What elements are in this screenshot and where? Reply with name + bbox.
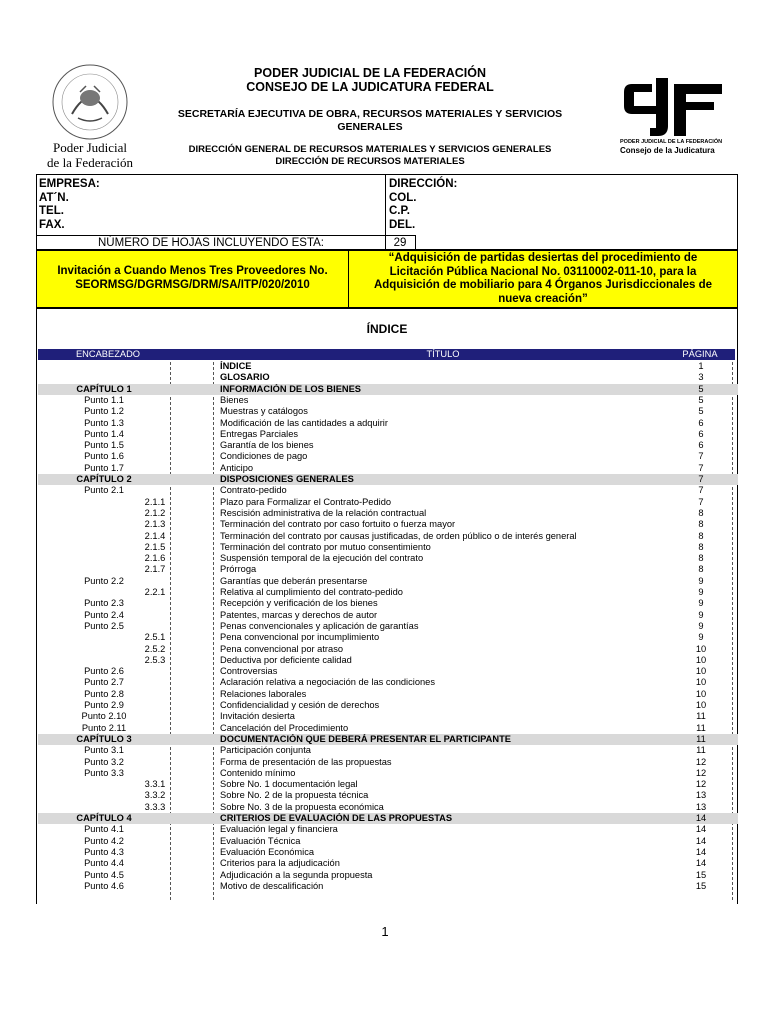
row-heading: Punto 2.6 — [84, 666, 124, 677]
index-row — [38, 644, 738, 655]
index-row — [38, 734, 738, 745]
del-label: DEL. — [389, 218, 416, 231]
row-title: Bienes — [220, 394, 249, 405]
row-heading: Punto 1.4 — [84, 428, 124, 439]
title-cjf: CONSEJO DE LA JUDICATURA FEDERAL — [246, 80, 494, 94]
index-row — [38, 531, 738, 542]
index-row — [38, 519, 738, 530]
index-row — [38, 824, 738, 835]
row-title: Forma de presentación de las propuestas — [220, 756, 392, 767]
row-page: 13 — [695, 790, 707, 801]
index-row — [38, 485, 738, 496]
index-row — [38, 384, 738, 395]
index-row — [38, 802, 738, 813]
row-heading: Punto 4.6 — [84, 880, 124, 891]
index-row — [38, 768, 738, 779]
index-row — [38, 779, 738, 790]
row-title: Evaluación Económica — [220, 846, 315, 857]
index-row — [38, 463, 738, 474]
row-title: Contenido mínimo — [220, 767, 296, 778]
row-page: 9 — [698, 587, 704, 597]
row-heading: CAPÍTULO 4 — [76, 813, 132, 823]
row-subpoint: 2.5.3 — [144, 654, 166, 665]
index-row — [38, 700, 738, 711]
row-heading: Punto 2.9 — [84, 700, 124, 710]
row-page: 5 — [698, 406, 704, 417]
row-title: Deductiva por deficiente calidad — [220, 654, 352, 665]
row-title: Relativa al cumplimiento del contrato-pedido — [220, 587, 403, 597]
row-subpoint: 3.3.1 — [144, 779, 166, 790]
row-title: Anticipo — [220, 462, 254, 473]
row-subpoint: 2.2.1 — [144, 587, 166, 597]
row-subpoint: 3.3.2 — [144, 790, 166, 801]
row-title: Sobre No. 1 documentación legal — [220, 779, 358, 790]
row-title: Recepción y verificación de los bienes — [220, 598, 378, 609]
seal-logo — [40, 62, 140, 142]
col-label: COL. — [389, 191, 417, 204]
index-row — [38, 508, 738, 519]
contact-box — [36, 174, 738, 250]
col-titulo: TÍTULO — [426, 349, 460, 359]
row-heading: CAPÍTULO 2 — [76, 474, 132, 484]
row-title: Controversias — [220, 666, 278, 677]
row-heading: Punto 2.11 — [81, 722, 127, 733]
row-title: Aclaración relativa a negociación de las condiciones — [220, 677, 435, 688]
row-heading: Punto 3.3 — [84, 767, 124, 778]
row-page: 10 — [695, 666, 707, 677]
row-page: 15 — [695, 880, 707, 891]
row-heading: Punto 3.1 — [84, 745, 124, 756]
row-page: 10 — [695, 677, 707, 688]
row-title: Plazo para Formalizar el Contrato-Pedido — [220, 496, 392, 507]
logo-caption: PODER JUDICIAL DE LA FEDERACIÓN Consejo de la Judicatura — [620, 139, 723, 155]
row-heading: Punto 2.3 — [84, 598, 124, 609]
index-row — [38, 587, 738, 598]
row-heading: Punto 2.4 — [84, 609, 124, 620]
row-title: Confidencialidad y cesión de derechos — [220, 700, 380, 710]
row-heading: Punto 2.1 — [84, 485, 124, 496]
index-row — [38, 858, 738, 869]
row-heading: CAPÍTULO 1 — [76, 383, 132, 394]
index-row — [38, 723, 738, 734]
row-heading: CAPÍTULO 3 — [76, 733, 132, 744]
row-page: 9 — [698, 609, 704, 620]
row-title: Motivo de descalificación — [220, 880, 324, 891]
row-page: 6 — [698, 428, 704, 439]
direccion-general: DIRECCIÓN GENERAL DE RECURSOS MATERIALES Y SERVICIOS GENERALES DIRECCIÓN DE RECURSOS MATERIALES — [188, 144, 552, 167]
index-row — [38, 451, 738, 462]
atn-label: AT´N. — [39, 191, 69, 204]
row-heading: Punto 4.3 — [84, 846, 124, 857]
index-row — [38, 745, 738, 756]
row-title: Muestras y catálogos — [220, 406, 308, 417]
row-page: 7 — [698, 462, 704, 473]
row-page: 1 — [698, 361, 704, 371]
index-row — [38, 429, 738, 440]
row-page: 10 — [695, 654, 707, 665]
row-title: Garantía de los bienes — [220, 440, 314, 451]
index-row — [38, 542, 738, 553]
row-page: 3 — [698, 372, 704, 383]
index-row — [38, 564, 738, 575]
row-page: 15 — [695, 869, 707, 880]
row-title: Terminación del contrato por mutuo consentimiento — [220, 541, 431, 552]
contact-right — [389, 178, 457, 232]
row-title: Evaluación Técnica — [220, 835, 301, 846]
row-heading: Punto 2.5 — [84, 620, 124, 631]
row-heading: Punto 4.1 — [84, 824, 124, 835]
row-title: Entregas Parciales — [220, 428, 299, 439]
row-title: ÍNDICE — [220, 361, 252, 371]
row-page: 9 — [698, 575, 704, 586]
row-title: Garantías que deberán presentarse — [220, 575, 368, 586]
row-title: Terminación del contrato por caso fortuito o fuerza mayor — [220, 519, 456, 530]
row-page: 10 — [695, 688, 707, 699]
fax-label: FAX. — [39, 218, 65, 231]
row-title: Patentes, marcas y derechos de autor — [220, 609, 378, 620]
index-row — [38, 610, 738, 621]
row-heading: Punto 1.1 — [84, 394, 124, 405]
row-page: 8 — [698, 530, 704, 541]
row-page: 13 — [695, 801, 707, 812]
row-title: DOCUMENTACIÓN QUE DEBERÁ PRESENTAR EL PARTICIPANTE — [220, 733, 511, 744]
row-subpoint: 2.1.7 — [144, 564, 166, 575]
row-page: 11 — [696, 711, 706, 722]
tel-label: TEL. — [39, 205, 64, 217]
index-row — [38, 870, 738, 881]
row-title: Pena convencional por incumplimiento — [220, 632, 380, 643]
index-row — [38, 847, 738, 858]
row-page: 14 — [695, 835, 707, 846]
row-subpoint: 2.5.1 — [144, 632, 166, 643]
hojas-value: 29 — [393, 237, 407, 249]
row-heading: Punto 2.10 — [81, 711, 127, 722]
row-title: Cancelación del Procedimiento — [220, 722, 349, 733]
row-heading: Punto 3.2 — [84, 756, 124, 767]
index-row — [38, 474, 738, 485]
row-page: 12 — [695, 779, 707, 790]
row-title: Terminación del contrato por causas justificadas, de orden público o de interés general — [220, 530, 577, 541]
index-row — [38, 576, 738, 587]
row-page: 7 — [698, 451, 704, 462]
row-title: Criterios para la adjudicación — [220, 858, 340, 869]
invitation-left — [36, 250, 349, 308]
row-page: 6 — [698, 417, 704, 428]
invitation-number-value: SEORMSG/DGRMSG/DRM/SA/ITP/020/2010 — [75, 278, 310, 291]
row-subpoint: 2.1.3 — [144, 519, 166, 530]
col-encabezado: ENCABEZADO — [75, 349, 141, 359]
row-heading: Punto 4.4 — [84, 858, 124, 869]
index-row — [38, 689, 738, 700]
index-row — [38, 598, 738, 609]
row-title: Relaciones laborales — [220, 688, 307, 699]
index-title: ÍNDICE — [366, 322, 408, 336]
secretaria: SECRETARÍA EJECUTIVA DE OBRA, RECURSOS MATERIALES Y SERVICIOS GENERALES — [177, 108, 563, 133]
row-page: 9 — [698, 632, 704, 643]
index-row — [38, 757, 738, 768]
row-page: 8 — [698, 564, 704, 575]
title-pjf: PODER JUDICIAL DE LA FEDERACIÓN — [254, 66, 486, 80]
hojas-label: NÚMERO DE HOJAS INCLUYENDO ESTA: — [98, 237, 324, 249]
row-page: 8 — [698, 553, 704, 564]
row-page: 6 — [698, 440, 704, 451]
index-row — [38, 655, 738, 666]
row-page: 11 — [696, 722, 706, 733]
row-page: 9 — [698, 620, 704, 631]
row-title: Prórroga — [220, 564, 257, 575]
index-row — [38, 813, 738, 824]
index-row — [38, 395, 738, 406]
row-subpoint: 2.1.4 — [144, 530, 166, 541]
row-page: 7 — [698, 474, 704, 484]
row-title: Adjudicación a la segunda propuesta — [220, 869, 373, 880]
row-heading: Punto 1.2 — [84, 406, 124, 417]
row-title: INFORMACIÓN DE LOS BIENES — [220, 383, 362, 394]
row-page: 10 — [695, 700, 707, 710]
row-page: 14 — [695, 858, 707, 869]
page-number: 1 — [381, 924, 389, 939]
row-subpoint: 3.3.3 — [144, 801, 166, 812]
row-page: 12 — [695, 756, 707, 767]
header-titles — [160, 66, 580, 94]
row-page: 14 — [695, 824, 707, 835]
empresa-label: EMPRESA: — [39, 178, 100, 190]
row-title: Invitación desierta — [220, 711, 295, 722]
index-row — [38, 440, 738, 451]
index-row — [38, 361, 738, 372]
row-subpoint: 2.5.2 — [144, 643, 166, 654]
index-row — [38, 790, 738, 801]
index-row — [38, 632, 738, 643]
row-page: 5 — [698, 394, 704, 405]
index-row — [38, 677, 738, 688]
row-heading: Punto 4.5 — [84, 869, 124, 880]
row-heading: Punto 1.5 — [84, 440, 124, 451]
row-page: 10 — [695, 643, 707, 654]
invitation-number-label: Invitación a Cuando Menos Tres Proveedores No. — [57, 265, 328, 277]
invitation-right: “Adquisición de partidas desiertas del procedimiento de Licitación Pública Nacional No. 03110002-011-10, para la Adquisición de mobiliario para 4 Órganos Jurisdiccionales de nueva creación” — [348, 250, 738, 308]
row-title: Contrato-pedido — [220, 485, 287, 496]
index-header — [38, 349, 735, 360]
direccion-label: DIRECCIÓN: — [389, 178, 458, 190]
row-subpoint: 2.1.2 — [144, 507, 166, 518]
index-row — [38, 497, 738, 508]
row-page: 8 — [698, 507, 704, 518]
row-page: 11 — [696, 733, 706, 744]
index-row — [38, 418, 738, 429]
row-page: 5 — [698, 383, 704, 394]
index-row — [38, 372, 738, 383]
row-title: Penas convencionales y aplicación de garantías — [220, 620, 419, 631]
row-page: 14 — [695, 846, 707, 857]
row-heading: Punto 2.7 — [84, 677, 124, 688]
index-row — [38, 406, 738, 417]
index-row — [38, 836, 738, 847]
row-title: GLOSARIO — [220, 372, 270, 383]
contact-left — [39, 178, 100, 232]
row-heading: Punto 2.2 — [84, 575, 124, 586]
row-title: DISPOSICIONES GENERALES — [220, 474, 354, 484]
row-heading: Punto 2.8 — [84, 688, 124, 699]
row-heading: Punto 1.6 — [84, 451, 124, 462]
row-title: Sobre No. 2 de la propuesta técnica — [220, 790, 369, 801]
row-heading: Punto 4.2 — [84, 835, 124, 846]
row-title: Condiciones de pago — [220, 451, 308, 462]
row-page: 7 — [698, 496, 704, 507]
index-row — [38, 711, 738, 722]
row-page: 8 — [698, 541, 704, 552]
row-subpoint: 2.1.5 — [144, 541, 166, 552]
index-row — [38, 621, 738, 632]
row-page: 11 — [696, 745, 706, 756]
index-row — [38, 881, 738, 892]
row-title: Sobre No. 3 de la propuesta económica — [220, 801, 384, 812]
row-subpoint: 2.1.1 — [144, 496, 166, 507]
row-title: Participación conjunta — [220, 745, 311, 756]
row-page: 7 — [698, 485, 704, 496]
row-heading: Punto 1.7 — [84, 462, 124, 473]
index-row — [38, 666, 738, 677]
row-title: Suspensión temporal de la ejecución del contrato — [220, 553, 424, 564]
index-row — [38, 553, 738, 564]
cp-label: C.P. — [389, 205, 410, 217]
row-title: Rescisión administrativa de la relación contractual — [220, 507, 427, 518]
col-pagina: PÁGINA — [682, 349, 718, 359]
row-title: Evaluación legal y financiera — [220, 824, 338, 835]
row-page: 8 — [698, 519, 704, 530]
row-title: Modificación de las cantidades a adquirir — [220, 417, 388, 428]
cjf-logo — [622, 76, 732, 141]
row-page: 9 — [698, 598, 704, 609]
row-page: 12 — [695, 767, 707, 778]
org-left-name: Poder Judicial de la Federación — [47, 140, 133, 170]
row-title: Pena convencional por atraso — [220, 643, 344, 654]
row-subpoint: 2.1.6 — [144, 553, 166, 564]
index-rows — [38, 361, 738, 901]
row-heading: Punto 1.3 — [84, 417, 124, 428]
row-title: CRITERIOS DE EVALUACIÓN DE LAS PROPUESTAS — [220, 813, 453, 823]
row-page: 14 — [695, 813, 707, 823]
